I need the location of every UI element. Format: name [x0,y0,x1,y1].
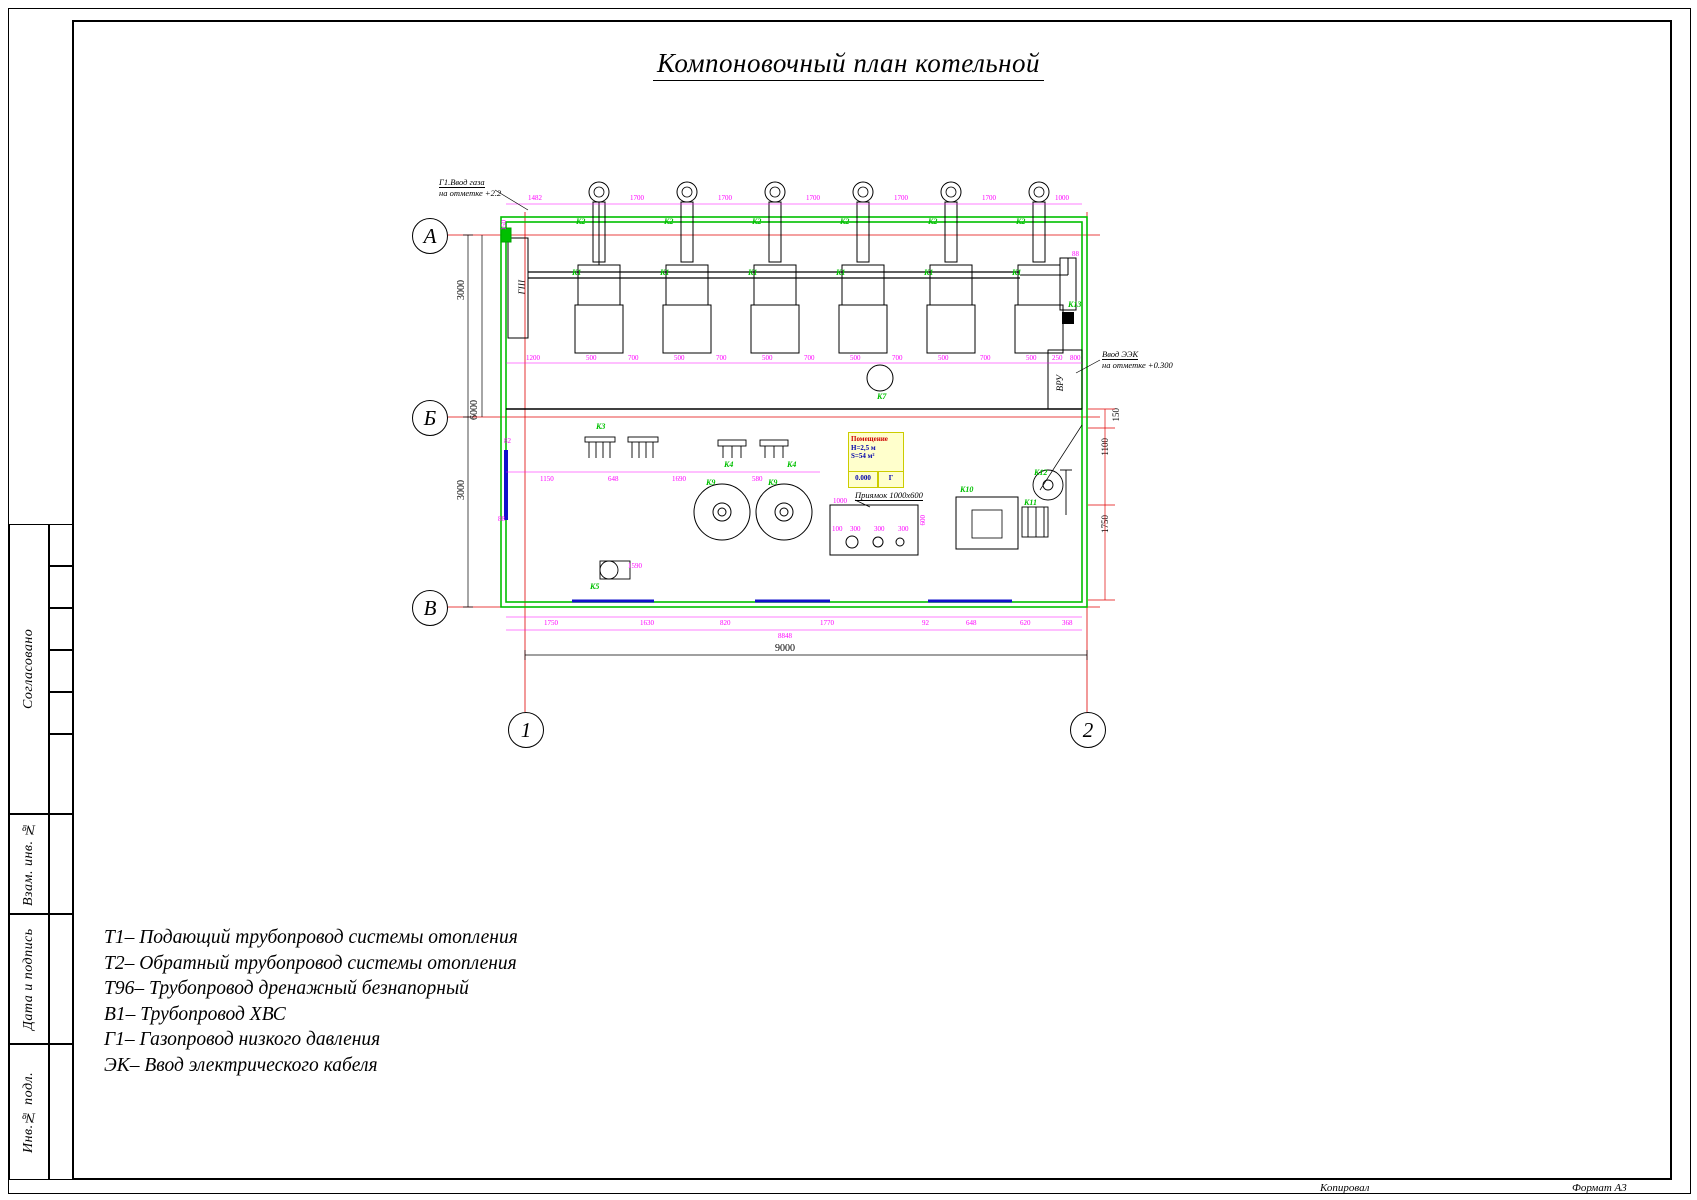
dim-top-2: 1700 [630,194,644,202]
note-ek-inlet-line2: на отметке +0.300 [1102,360,1173,370]
stamp-num-row [49,608,73,650]
dim-right-150: 150 [1111,408,1121,422]
dim-small-150: 150 [500,220,508,231]
tag-k2-3: К2 [752,217,762,226]
tag-k4-2: К4 [787,460,797,469]
format-note: Формат А3 [1572,1182,1627,1194]
stamp-column [9,20,73,1180]
dim-bottom-2: 1630 [640,619,654,627]
dim-pit-3: 300 [850,525,861,533]
dim-small-82: 82 [504,437,511,445]
tag-k1-3: К1 [748,268,758,277]
dim-top-4: 1700 [806,194,820,202]
dim-bottom-3: 820 [720,619,731,627]
tag-k13: К13 [1068,300,1082,309]
dim-overall-9000: 9000 [775,643,795,654]
dim-small-88a: 88 [1072,250,1079,258]
note-pit: Приямок 1000х600 [855,490,923,500]
tag-k1-5: К1 [924,268,934,277]
dim-mid-3: 1690 [672,475,686,483]
stamp-cell-inv: Инв.№ подл. [9,1044,49,1180]
dim-pit-6: 600 [919,515,927,526]
dim-boiler-13: 250 [1052,354,1063,362]
dim-top-7: 1000 [1055,194,1069,202]
dim-small-88b: 88 [498,515,505,523]
stamp-num-row [49,524,73,566]
stamp-num-row [49,914,73,1044]
dim-bottom-6: 648 [966,619,977,627]
tag-k1-4: К1 [836,268,846,277]
dim-small-1590: 1590 [628,562,642,570]
room-note-line1: Помещение [851,435,888,443]
axis-marker-v: В [412,590,448,626]
label-vru: ВРУ [1055,375,1065,392]
dim-vertical-3000-bottom: 3000 [456,480,467,500]
dim-boiler-10: 500 [938,354,949,362]
copy-note: Копировал [1320,1182,1370,1194]
dim-boiler-4: 500 [674,354,685,362]
dim-top-3: 1700 [718,194,732,202]
page-title [0,48,1697,79]
tag-k3-top: К3 [596,422,606,431]
dim-pit-5: 300 [898,525,909,533]
dim-pit-4: 300 [874,525,885,533]
tag-k2-5: К2 [928,217,938,226]
room-category-box: Г [878,471,904,488]
tag-k2-6: К2 [1016,217,1026,226]
tag-k2-2: К2 [664,217,674,226]
dim-boiler-14: 800 [1070,354,1081,362]
legend-item: В1– Трубопровод ХВС [104,1003,286,1025]
dim-boiler-8: 500 [850,354,861,362]
tag-k1-2: К1 [660,268,670,277]
stamp-cell-data-podpis: Дата и подпись [9,914,49,1044]
tag-k8-2: К9 [768,478,778,487]
note-ek-inlet-line1: Ввод ЭЭК [1102,349,1139,359]
dim-mid-2: 648 [608,475,619,483]
dim-bottom-4: 1770 [820,619,834,627]
dim-right-1100: 1100 [1100,438,1110,456]
tag-k2-4: К2 [840,217,850,226]
tag-k5: К5 [590,582,600,591]
tag-k8-1: К9 [706,478,716,487]
dim-bottom-8: 368 [1062,619,1073,627]
dim-boiler-1: 1200 [526,354,540,362]
dim-pit-2: 100 [832,525,843,533]
dim-boiler-3: 700 [628,354,639,362]
tag-k10: К10 [960,485,974,494]
stamp-num-row [49,692,73,734]
dim-vertical-6000: 6000 [469,400,480,420]
dim-bottom-5: 92 [922,619,929,627]
tag-k7: К7 [877,392,887,401]
dim-mid-1: 1150 [540,475,554,483]
dim-boiler-5: 700 [716,354,727,362]
dim-boiler-6: 500 [762,354,773,362]
room-elevation-box: 0.000 [848,471,878,488]
tag-k2-1: К2 [576,217,586,226]
dim-boiler-2: 500 [586,354,597,362]
legend-item: Т96– Трубопровод дренажный безнапорный [104,978,469,999]
axis-marker-1: 1 [508,712,544,748]
legend-item: Г1– Газопровод низкого давления [104,1029,381,1050]
dim-bottom-1: 1750 [544,619,558,627]
dim-boiler-12: 500 [1026,354,1037,362]
axis-marker-b: Б [412,400,448,436]
dim-pit-1: 1000 [833,497,847,505]
stamp-cell-soglasovano: Согласовано [9,524,49,814]
stamp-num-row [49,734,73,814]
page-title-text: Компоновочный план котельной [653,48,1044,81]
legend-item: ЭК– Ввод электрического кабеля [104,1054,378,1076]
axis-marker-2: 2 [1070,712,1106,748]
tag-k4-1: К4 [724,460,734,469]
room-note-line3: S=54 м² [851,452,875,460]
dim-vertical-3000-top: 3000 [456,280,467,300]
dim-boiler-11: 700 [980,354,991,362]
tag-k1-1: К1 [572,268,582,277]
stamp-num-row [49,566,73,608]
floor-plan-drawing [400,160,1620,800]
legend-item: Т1– Подающий трубопровод системы отопления [104,927,518,948]
note-gas-inlet-line1: Г1.Ввод газа [439,177,485,187]
stamp-cell-vzam: Взам. инв. № [9,814,49,914]
dim-bottom-7: 620 [1020,619,1031,627]
legend-item: Т2– Обратный трубопровод системы отопления [104,952,517,974]
tag-k1-6: К1 [1012,268,1022,277]
room-note-line2: H=2,5 м [851,443,876,452]
stamp-num-row [49,650,73,692]
dim-boiler-9: 700 [892,354,903,362]
dim-right-1750: 1750 [1100,515,1110,533]
dim-top-6: 1700 [982,194,996,202]
dim-boiler-7: 700 [804,354,815,362]
tag-k11: К11 [1024,498,1037,507]
tag-k12: К12 [1034,468,1048,477]
stamp-num-row [49,1044,73,1180]
label-gsh: ГШ [517,280,527,295]
dim-top-1: 1482 [528,194,542,202]
axis-marker-a: А [412,218,448,254]
note-gas-inlet-line2: на отметке +2.2 [439,188,502,198]
dim-mid-4: 580 [752,475,763,483]
dim-bottom-chain: 8848 [778,632,792,640]
legend [104,925,518,1078]
stamp-num-row [49,814,73,914]
dim-top-5: 1700 [894,194,908,202]
plan-geometry [400,160,1620,800]
